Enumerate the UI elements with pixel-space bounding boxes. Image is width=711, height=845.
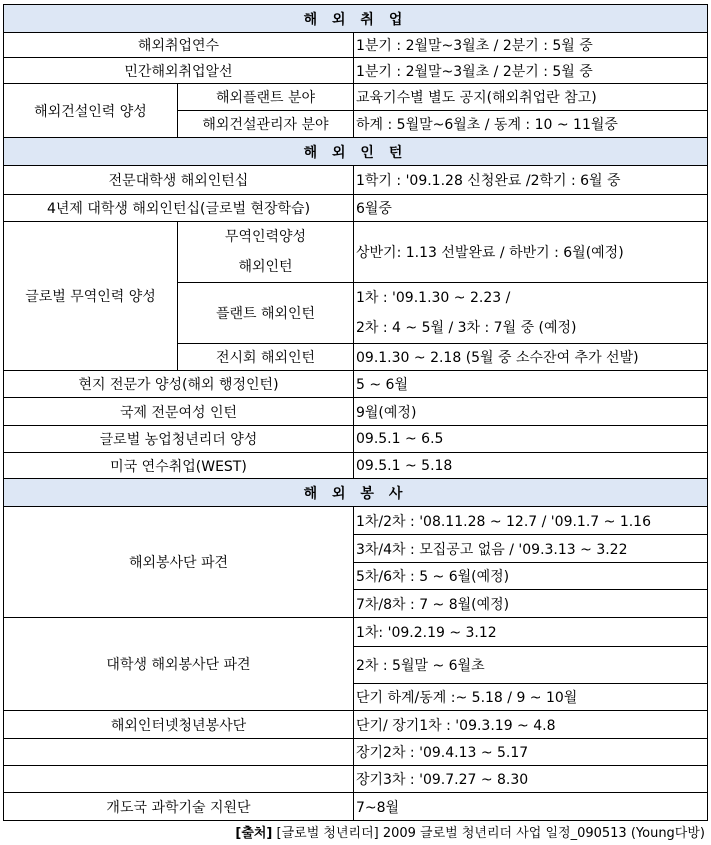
schedule-value: 장기2차 : '09.4.13 ~ 5.17 (354, 739, 708, 766)
sub-program-name: 해외건설관리자 분야 (178, 111, 354, 138)
program-name: 글로벌 무역인력 양성 (4, 222, 178, 371)
schedule-value: 5차/6차 : 5 ~ 6월(예정) (354, 563, 708, 590)
schedule-value: 5 ~ 6월 (354, 371, 708, 398)
schedule-value: 09.1.30 ~ 2.18 (5월 중 소수잔여 추가 선발) (354, 344, 708, 371)
schedule-value (354, 283, 708, 344)
sub-program-name: 플랜트 해외인턴 (178, 283, 354, 344)
schedule-value: 7차/8차 : 7 ~ 8월(예정) (354, 590, 708, 618)
schedule-value: 1학기 : '09.1.28 신청완료 /2학기 : 6월 중 (354, 166, 708, 195)
schedule-value: 단기 하계/동계 :~ 5.18 / 9 ~ 10월 (354, 684, 708, 711)
table-row (4, 618, 708, 647)
table-row (4, 711, 708, 739)
schedule-value: 상반기: 1.13 선발완료 / 하반기 : 6월(예정) (354, 222, 708, 283)
table-row (4, 426, 708, 453)
table-row (4, 58, 708, 84)
schedule-value: 장기3차 : '09.7.27 ~ 8.30 (354, 766, 708, 793)
table-row (4, 371, 708, 398)
schedule-value-line: 1차 : '09.1.30 ~ 2.23 / (356, 290, 511, 306)
table-row (4, 453, 708, 479)
schedule-value: 7~8월 (354, 793, 708, 821)
program-name: 미국 연수취업(WEST) (4, 453, 354, 479)
schedule-value: 1분기 : 2월말~3월초 / 2분기 : 5월 중 (354, 33, 708, 58)
source-link[interactable]: [글로벌 청년리더] 2009 글로벌 청년리더 사업 일정_090513 (Young다방) (276, 826, 705, 841)
table-row (4, 739, 708, 766)
sub-program-name: 전시회 해외인턴 (178, 344, 354, 371)
sub-program-name (178, 222, 354, 283)
schedule-value: 1차/2차 : '08.11.28 ~ 12.7 / '09.1.7 ~ 1.16 (354, 507, 708, 535)
schedule-value: 하계 : 5월말~6월초 / 동계 : 10 ~ 11월중 (354, 111, 708, 138)
program-name: 대학생 해외봉사단 파견 (4, 618, 354, 711)
schedule-value: 09.5.1 ~ 6.5 (354, 426, 708, 453)
schedule-value: 1분기 : 2월말~3월초 / 2분기 : 5월 중 (354, 58, 708, 84)
schedule-value: 2차 : 5월말 ~ 6월초 (354, 647, 708, 684)
program-name: 전문대학생 해외인턴십 (4, 166, 354, 195)
program-name: 해외취업연수 (4, 33, 354, 58)
schedule-table (3, 4, 708, 821)
schedule-value: 09.5.1 ~ 5.18 (354, 453, 708, 479)
schedule-value: 3차/4차 : 모집공고 없음 / '09.3.13 ~ 3.22 (354, 535, 708, 563)
program-name: 민간해외취업알선 (4, 58, 354, 84)
program-name: 4년제 대학생 해외인턴십(글로벌 현장학습) (4, 195, 354, 222)
source-label: [출처] (235, 826, 273, 841)
schedule-value-line: 2차 : 4 ~ 5월 / 3차 : 7월 중 (예정) (356, 320, 577, 336)
sub-program-name-line: 해외인턴 (238, 259, 293, 275)
source-caption (235, 822, 705, 841)
section-header-row (4, 479, 708, 507)
empty-cell (4, 739, 354, 766)
table-row (4, 507, 708, 535)
program-name: 해외봉사단 파견 (4, 507, 354, 618)
sub-program-name-line: 무역인력양성 (224, 229, 307, 245)
program-name: 해외인터넷청년봉사단 (4, 711, 354, 739)
table-row (4, 222, 708, 283)
section-header-row (4, 5, 708, 33)
section-header-intern: 해 외 인 턴 (4, 138, 708, 166)
program-name: 현지 전문가 양성(해외 행정인턴) (4, 371, 354, 398)
table-row (4, 398, 708, 426)
program-name: 해외건설인력 양성 (4, 84, 178, 138)
schedule-value: 6월중 (354, 195, 708, 222)
section-header-row (4, 138, 708, 166)
sub-program-name: 해외플랜트 분야 (178, 84, 354, 111)
program-name: 국제 전문여성 인턴 (4, 398, 354, 426)
table-row (4, 33, 708, 58)
table-row (4, 84, 708, 111)
table-row (4, 195, 708, 222)
section-header-job: 해 외 취 업 (4, 5, 708, 33)
schedule-value: 교육기수별 별도 공지(해외취업란 참고) (354, 84, 708, 111)
section-header-volunteer: 해 외 봉 사 (4, 479, 708, 507)
table-row (4, 793, 708, 821)
schedule-value: 1차: '09.2.19 ~ 3.12 (354, 618, 708, 647)
schedule-value: 단기/ 장기1차 : '09.3.19 ~ 4.8 (354, 711, 708, 739)
program-name: 글로벌 농업청년리더 양성 (4, 426, 354, 453)
schedule-value: 9월(예정) (354, 398, 708, 426)
table-row (4, 166, 708, 195)
program-name: 개도국 과학기술 지원단 (4, 793, 354, 821)
empty-cell (4, 766, 354, 793)
table-row (4, 766, 708, 793)
